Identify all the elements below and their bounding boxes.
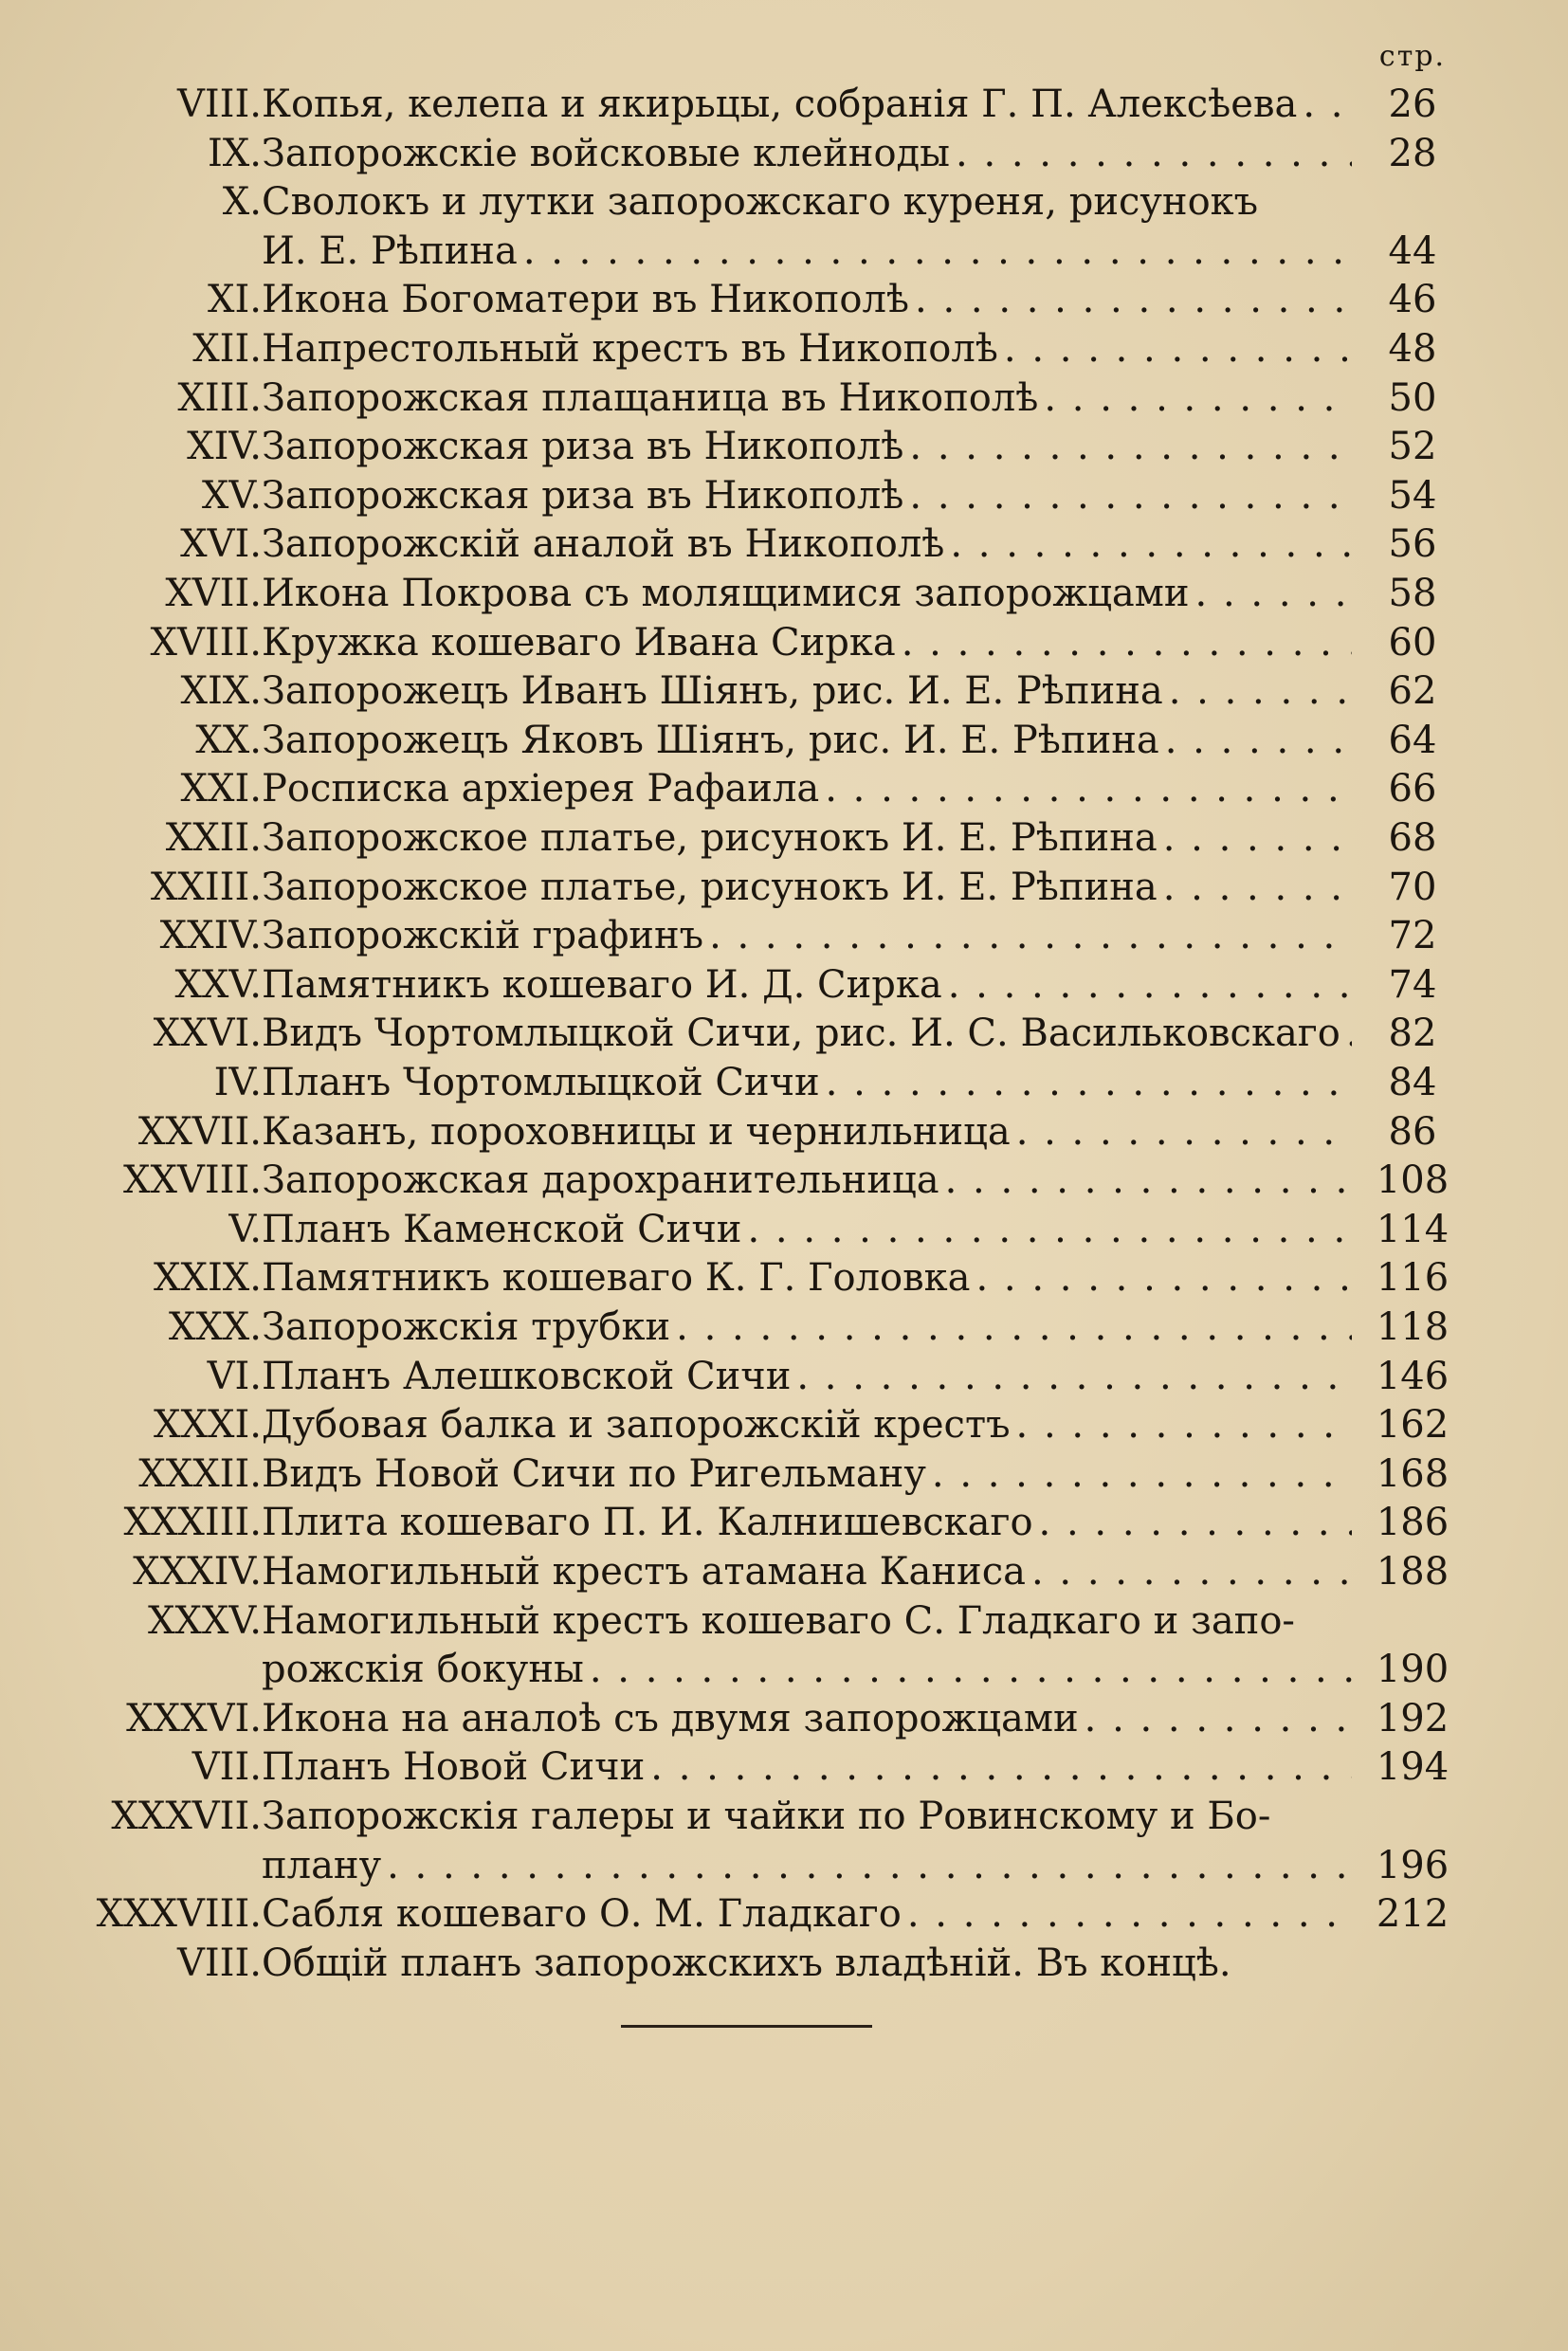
entry-title-text: Запорожское платье, рисунокъ И. Е. Рѣпина bbox=[262, 865, 1158, 909]
plate-number: XXIII. bbox=[150, 865, 262, 909]
plate-number: XXXIII. bbox=[123, 1501, 262, 1545]
toc-entry-line bbox=[0, 813, 1568, 863]
page-number: 28 bbox=[1388, 131, 1437, 175]
plate-number: XXI. bbox=[180, 767, 262, 811]
toc-entry-line bbox=[0, 1205, 1568, 1254]
plate-number: XXIX. bbox=[154, 1256, 262, 1301]
entry-title bbox=[262, 324, 1352, 374]
plate-number: XII. bbox=[192, 327, 262, 371]
page-number: 168 bbox=[1376, 1451, 1449, 1496]
entry-title bbox=[262, 960, 1352, 1010]
plate-number: XV. bbox=[201, 473, 262, 518]
entry-title-text: Запорожская плащаница въ Никополѣ bbox=[262, 375, 1039, 420]
page-number: 70 bbox=[1388, 865, 1437, 909]
entry-title-text: Плита кошеваго П. И. Калнишевскаго bbox=[262, 1501, 1033, 1545]
plate-number: XVII. bbox=[165, 572, 262, 615]
entry-title bbox=[262, 1547, 1352, 1596]
toc-entry-line bbox=[0, 1400, 1568, 1449]
entry-title bbox=[262, 1253, 1352, 1303]
entry-title-text: Видъ Чортомлыцкой Сичи, рис. И. С. Васильковскаго bbox=[262, 1011, 1340, 1056]
page-number: 56 bbox=[1388, 522, 1437, 567]
plate-number: XXVIII. bbox=[123, 1158, 262, 1203]
toc-entry-line bbox=[0, 618, 1568, 667]
toc-entry-line bbox=[0, 569, 1568, 618]
toc-entry-line bbox=[0, 1107, 1568, 1157]
toc-entry-line bbox=[0, 1156, 1568, 1205]
page-number: 114 bbox=[1376, 1207, 1449, 1251]
entry-title-text: Планъ Каменской Сичи bbox=[262, 1207, 742, 1251]
toc-entry-line bbox=[0, 1253, 1568, 1303]
plate-number: V. bbox=[228, 1207, 262, 1251]
entry-title-text: Напрестольный крестъ въ Никополѣ bbox=[262, 327, 998, 371]
page-number: 26 bbox=[1388, 82, 1437, 126]
toc-entry-line bbox=[0, 1645, 1568, 1694]
entry-title bbox=[262, 1156, 1352, 1205]
plate-number: XXXVI. bbox=[126, 1696, 262, 1740]
toc-entry-line bbox=[0, 960, 1568, 1010]
toc-entry-line bbox=[0, 1939, 1568, 1988]
page-number: 212 bbox=[1376, 1892, 1449, 1937]
entry-title-text: Кружка кошеваго Ивана Сирка bbox=[262, 620, 896, 665]
page-number: 44 bbox=[1388, 228, 1437, 273]
entry-title-text: Запорожское платье, рисунокъ И. Е. Рѣпина bbox=[262, 816, 1158, 860]
entry-title-text: Дубовая балка и запорожскій крестъ bbox=[262, 1403, 1011, 1448]
entry-title bbox=[262, 716, 1352, 765]
entry-title bbox=[262, 1107, 1352, 1157]
page-number: 50 bbox=[1388, 375, 1437, 420]
entry-title bbox=[262, 519, 1352, 569]
entry-title bbox=[262, 1596, 1352, 1646]
entry-title-text: Копья, келепа и якирьцы, собранія Г. П. Алексѣева bbox=[262, 82, 1298, 126]
entry-title-text: Памятникъ кошеваго К. Г. Головка bbox=[262, 1256, 971, 1301]
entry-title-text: Запорожскіе войсковые клейноды bbox=[262, 131, 951, 175]
entry-title-text: Общій планъ запорожскихъ владѣній. Въ концѣ. bbox=[262, 1941, 1231, 1985]
entry-title-text: Запорожскій аналой въ Никополѣ bbox=[262, 522, 945, 567]
entry-title bbox=[262, 129, 1352, 178]
page-number: 186 bbox=[1376, 1501, 1449, 1545]
plate-number: XXXIV. bbox=[133, 1550, 262, 1594]
toc-entry-line bbox=[0, 764, 1568, 813]
page-number: 58 bbox=[1388, 572, 1437, 615]
entry-title bbox=[262, 422, 1352, 471]
toc-entry-line bbox=[0, 1596, 1568, 1646]
toc-entry-line bbox=[0, 422, 1568, 471]
entry-title bbox=[262, 1939, 1352, 1988]
page-number: 46 bbox=[1388, 278, 1437, 322]
page-number: 72 bbox=[1388, 914, 1437, 958]
entry-title bbox=[262, 1742, 1352, 1792]
page-number: 74 bbox=[1388, 962, 1437, 1007]
entry-title bbox=[262, 80, 1352, 129]
toc-entry-line bbox=[0, 177, 1568, 227]
page-number: 192 bbox=[1376, 1696, 1449, 1740]
entry-title bbox=[262, 471, 1352, 520]
entry-title-text: рожскія бокуны bbox=[262, 1648, 584, 1692]
plate-number: IX. bbox=[208, 131, 262, 175]
entry-title bbox=[262, 1792, 1352, 1841]
entry-title-text: И. Е. Рѣпина bbox=[262, 228, 518, 273]
entry-title bbox=[262, 813, 1352, 863]
entry-title bbox=[262, 1352, 1352, 1401]
plate-number: XXII. bbox=[165, 816, 262, 860]
entry-title bbox=[262, 1009, 1352, 1058]
toc-entry-line bbox=[0, 471, 1568, 520]
plate-number: XXVII. bbox=[137, 1109, 262, 1154]
entry-title-text: Сволокъ и лутки запорожскаго куреня, рисунокъ bbox=[262, 180, 1259, 225]
toc-entry-line bbox=[0, 1792, 1568, 1841]
entry-title-text: Запорожскія галеры и чайки по Ровинскому и Бо- bbox=[262, 1795, 1271, 1838]
entry-title-text: Планъ Новой Сичи bbox=[262, 1745, 646, 1790]
toc-entry-line bbox=[0, 1841, 1568, 1890]
plate-number: XI. bbox=[208, 278, 262, 322]
entry-title-text: Намогильный крестъ атамана Каниса bbox=[262, 1550, 1026, 1594]
page-number: 108 bbox=[1376, 1158, 1449, 1203]
page-number: 68 bbox=[1388, 816, 1437, 860]
entry-title bbox=[262, 1694, 1352, 1743]
page-number: 196 bbox=[1376, 1843, 1449, 1887]
entry-title bbox=[262, 1058, 1352, 1107]
page-number: 162 bbox=[1376, 1403, 1449, 1448]
page-number: 194 bbox=[1376, 1745, 1449, 1790]
plate-number: XXIV. bbox=[159, 914, 262, 958]
plate-number: XX. bbox=[195, 718, 262, 762]
entry-title-text: Планъ Чортомлыцкой Сичи bbox=[262, 1061, 820, 1104]
page-number: 60 bbox=[1388, 620, 1437, 665]
entry-title-text: Намогильный крестъ кошеваго С. Гладкаго и запо- bbox=[262, 1598, 1295, 1643]
entry-title bbox=[262, 911, 1352, 960]
toc-entry-line bbox=[0, 716, 1568, 765]
plate-number: X. bbox=[222, 180, 262, 225]
entry-title-text: Планъ Алешковской Сичи bbox=[262, 1354, 792, 1398]
plate-number: XVI. bbox=[180, 522, 262, 567]
entry-title bbox=[262, 1889, 1352, 1939]
plate-number: XXX. bbox=[168, 1305, 262, 1349]
entry-title-text: Запорожскія трубки bbox=[262, 1305, 671, 1349]
entry-title bbox=[262, 764, 1352, 813]
toc-entry-line bbox=[0, 324, 1568, 374]
entry-title-text: плану bbox=[262, 1843, 382, 1887]
entry-title-text: Икона Покрова съ молящимися запорожцами bbox=[262, 572, 1190, 615]
entry-title bbox=[262, 1498, 1352, 1547]
page-number: 190 bbox=[1376, 1648, 1449, 1692]
plate-number: VII. bbox=[191, 1745, 262, 1790]
page-number: 82 bbox=[1388, 1011, 1437, 1056]
plate-number: IV. bbox=[213, 1061, 262, 1104]
entry-title-text: Запорожскій графинъ bbox=[262, 914, 704, 958]
page-number: 66 bbox=[1388, 767, 1437, 811]
entry-title-text: Видъ Новой Сичи по Ригельману bbox=[262, 1451, 926, 1496]
entry-title-text: Икона Богоматери въ Никополѣ bbox=[262, 278, 910, 322]
page-number: 118 bbox=[1376, 1305, 1449, 1349]
page-number: 116 bbox=[1376, 1256, 1449, 1301]
entry-title bbox=[262, 1303, 1352, 1352]
toc-entry-line bbox=[0, 863, 1568, 912]
entry-title bbox=[262, 275, 1352, 324]
page-number: 86 bbox=[1388, 1109, 1437, 1154]
page-number: 62 bbox=[1388, 669, 1437, 714]
entry-title bbox=[262, 1645, 1352, 1694]
page-number: 188 bbox=[1376, 1550, 1449, 1594]
entry-title bbox=[262, 569, 1352, 618]
end-rule bbox=[621, 2025, 872, 2028]
page-column-header: стр. bbox=[1378, 40, 1447, 73]
page-number: 48 bbox=[1388, 327, 1437, 371]
plate-number: XIII. bbox=[177, 375, 262, 420]
page-number: 52 bbox=[1388, 425, 1437, 469]
toc-entry-line bbox=[0, 1009, 1568, 1058]
plate-number: VIII. bbox=[176, 82, 262, 126]
entry-title bbox=[262, 177, 1352, 227]
toc-entry-line bbox=[0, 227, 1568, 276]
toc-entry-line bbox=[0, 1694, 1568, 1743]
toc-entry-line bbox=[0, 275, 1568, 324]
toc-entry-line bbox=[0, 129, 1568, 178]
plate-number: XXVI. bbox=[153, 1011, 262, 1056]
toc-entry-line bbox=[0, 1352, 1568, 1401]
page-number: 54 bbox=[1388, 473, 1437, 518]
entry-title-text: Запорожская риза въ Никополѣ bbox=[262, 425, 904, 469]
toc-entry-line bbox=[0, 1498, 1568, 1547]
entry-title bbox=[262, 666, 1352, 716]
entry-title bbox=[262, 1205, 1352, 1254]
toc-entry-line bbox=[0, 1058, 1568, 1107]
toc-entry-line bbox=[0, 1449, 1568, 1499]
toc-entry-line bbox=[0, 519, 1568, 569]
entry-title-text: Запорожецъ Иванъ Шіянъ, рис. И. Е. Рѣпина bbox=[262, 669, 1163, 714]
plate-number: VI. bbox=[207, 1354, 262, 1398]
plate-number: VIII. bbox=[176, 1941, 262, 1985]
page-number: 64 bbox=[1388, 718, 1437, 762]
entry-title-text: Росписка архіерея Рафаила bbox=[262, 767, 820, 811]
plate-number: XXXVIII. bbox=[96, 1892, 262, 1937]
plate-number: XIX. bbox=[180, 669, 262, 714]
entry-title bbox=[262, 863, 1352, 912]
plate-number: XXXI. bbox=[154, 1403, 262, 1448]
entry-title-text: Запорожская дарохранительница bbox=[262, 1158, 939, 1203]
entry-title-text: Запорожская риза въ Никополѣ bbox=[262, 473, 904, 518]
entry-title bbox=[262, 374, 1352, 423]
entry-title-text: Сабля кошеваго О. М. Гладкаго bbox=[262, 1892, 902, 1937]
entry-title-text: Запорожецъ Яковъ Шіянъ, рис. И. Е. Рѣпина bbox=[262, 718, 1159, 762]
toc-entry-line bbox=[0, 1547, 1568, 1596]
page-number: 146 bbox=[1376, 1354, 1449, 1398]
entry-title bbox=[262, 1449, 1352, 1499]
toc-entry-line bbox=[0, 911, 1568, 960]
page-number: 84 bbox=[1388, 1061, 1437, 1104]
entry-title bbox=[262, 1841, 1352, 1890]
entry-title bbox=[262, 1400, 1352, 1449]
toc-entry-line bbox=[0, 80, 1568, 129]
toc-entry-line bbox=[0, 1303, 1568, 1352]
plate-number: XVIII. bbox=[150, 620, 262, 665]
toc-entry-line bbox=[0, 1742, 1568, 1792]
plate-number: XXXII. bbox=[138, 1451, 262, 1496]
entry-title-text: Памятникъ кошеваго И. Д. Сирка bbox=[262, 962, 942, 1007]
plate-number: XXV. bbox=[174, 962, 262, 1007]
toc-entry-line bbox=[0, 374, 1568, 423]
plate-number: XIV. bbox=[187, 425, 262, 469]
entry-title-text: Казанъ, пороховницы и чернильница bbox=[262, 1109, 1011, 1154]
plate-number: XXXV. bbox=[147, 1598, 262, 1643]
entry-title bbox=[262, 618, 1352, 667]
plate-number: XXXVII. bbox=[111, 1795, 262, 1838]
toc-entry-line bbox=[0, 666, 1568, 716]
entry-title-text: Икона на аналоѣ съ двумя запорожцами bbox=[262, 1696, 1079, 1740]
toc-entry-line bbox=[0, 1889, 1568, 1939]
entry-title bbox=[262, 227, 1352, 276]
